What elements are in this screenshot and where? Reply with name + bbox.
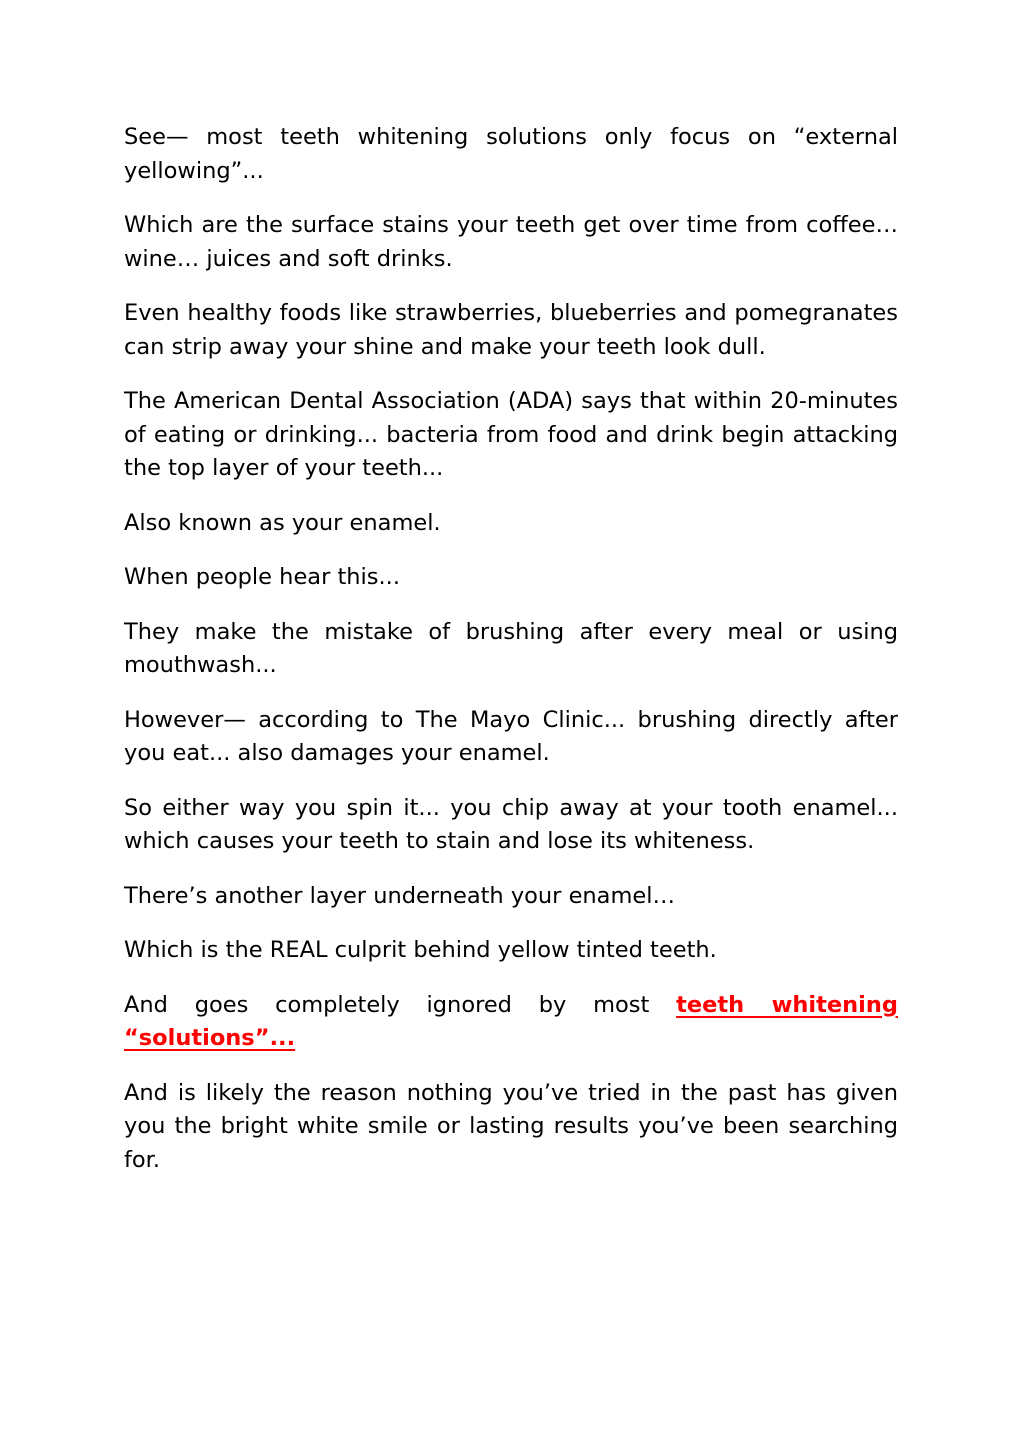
paragraph: They make the mistake of brushing after every meal or using mouthwash... [124, 618, 898, 678]
teeth-whitening-solutions-link[interactable]: teeth whitening “solutions”... [124, 991, 898, 1051]
paragraph: Which is the REAL culprit behind yellow tinted teeth. [124, 937, 717, 963]
paragraph: Which are the surface stains your teeth get over time from coffee… wine… juices and soft drinks. [124, 212, 898, 272]
final-paragraph: And is likely the reason nothing you’ve tried in the past has given you the bright white smile or lasting results you’ve been searching for. [124, 1079, 898, 1173]
paragraph: So either way you spin it... you chip away at your tooth enamel... which causes your teeth to stain and lose its whiteness. [124, 794, 898, 854]
paragraph: The American Dental Association (ADA) says that within 20-minutes of eating or drinking... bacteria from food and drink begin attacking the top layer of your teeth... [124, 388, 898, 481]
paragraph: Even healthy foods like strawberries, blueberries and pomegranates can strip away your shine and make your teeth look dull. [124, 300, 898, 360]
link-paragraph [124, 989, 898, 1056]
link-paragraph-prefix: And goes completely ignored by most [124, 991, 677, 1018]
paragraph: There’s another layer underneath your enamel… [124, 882, 675, 909]
document-body [124, 121, 898, 1198]
paragraph: However— according to The Mayo Clinic... brushing directly after you eat... also damages your enamel. [124, 706, 898, 766]
paragraph: When people hear this... [124, 564, 400, 590]
paragraph: Also known as your enamel. [124, 509, 441, 536]
paragraph: See— most teeth whitening solutions only focus on “external yellowing”... [124, 124, 898, 184]
